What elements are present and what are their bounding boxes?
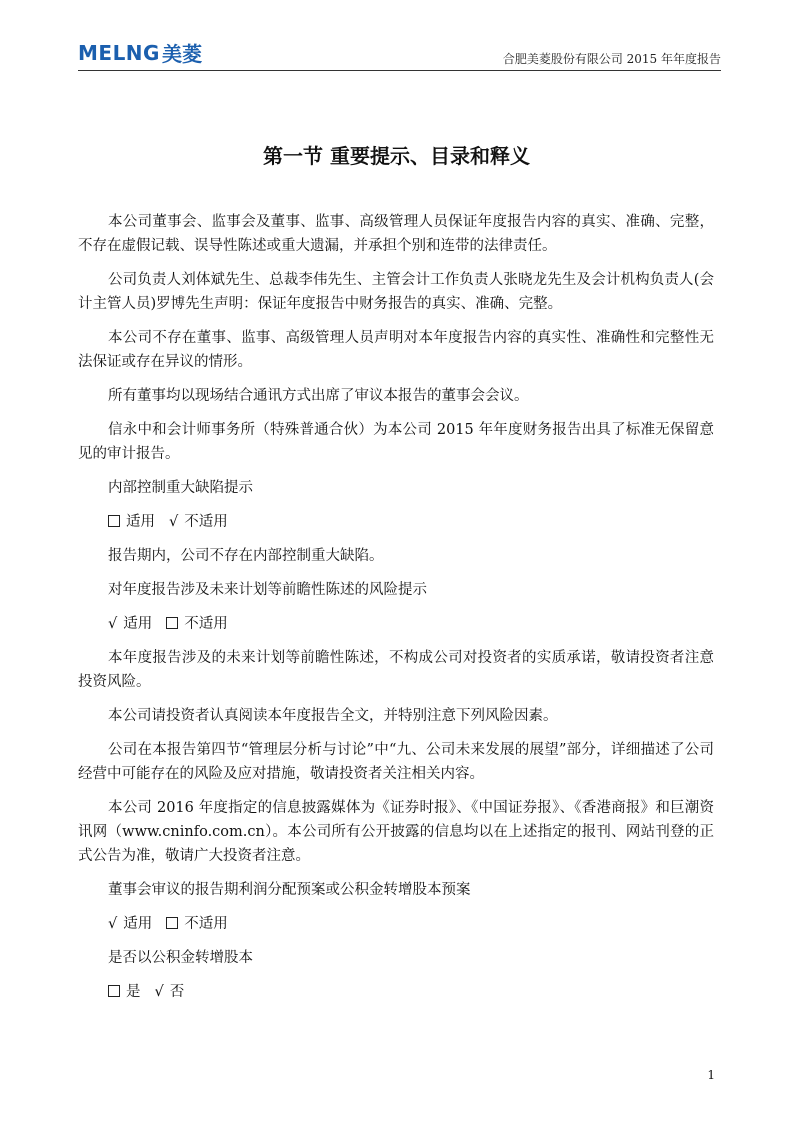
- page-number: 1: [707, 1068, 715, 1082]
- heading-capital-reserve: 是否以公积金转增股本: [108, 950, 253, 966]
- paragraph-attendance: 所有董事均以现场结合通讯方式出席了审议本报告的董事会会议。: [108, 388, 529, 404]
- option-row-profit-distribution: [78, 912, 714, 936]
- paragraph-disclosure-media: 本公司 2016 年度指定的信息披露媒体为《证券时报》、《中国证券报》、《香港商报》和巨潮资讯网（www.cninfo.com.cn）。本公司所有公开披露的信息均以在上述指定的报刊、网站刊登的正式公告为准，敬请广大投资者注意。: [78, 800, 714, 864]
- option-row-capital-reserve: [78, 980, 714, 1004]
- paragraph-read-full-report: 本公司请投资者认真阅读本年度报告全文，并特别注意下列风险因素。: [108, 708, 558, 724]
- paragraph-forward-looking-disclaimer: 本年度报告涉及的未来计划等前瞻性陈述，不构成公司对投资者的实质承诺，敬请投资者注意投资风险。: [78, 650, 714, 690]
- logo-chinese-text: 美菱: [161, 42, 202, 66]
- paragraph-no-deficiency: 报告期内，公司不存在内部控制重大缺陷。: [108, 548, 384, 564]
- option-applicable-label: 适用: [123, 916, 153, 932]
- section-title: 第一节 重要提示、目录和释义: [263, 144, 530, 168]
- checkbox-empty-icon: [166, 617, 178, 629]
- checkbox-empty-icon: [166, 917, 178, 929]
- paragraph-board-guarantee: 本公司董事会、监事会及董事、监事、高级管理人员保证年度报告内容的真实、准确、完整，不存在虚假记载、误导性陈述或重大遗漏，并承担个别和连带的法律责任。: [78, 214, 714, 254]
- option-no-label: 否: [169, 984, 185, 1000]
- paragraph-risk-section-reference: 公司在本报告第四节“管理层分析与讨论”中“九、公司未来发展的展望”部分，详细描述了公司经营中可能存在的风险及应对措施，敬请投资者关注相关内容。: [78, 742, 714, 782]
- option-not-applicable-label: 不适用: [184, 616, 228, 632]
- check-mark-icon: √: [154, 984, 164, 1000]
- checkbox-empty-icon: [108, 515, 120, 527]
- option-not-applicable-label: 不适用: [184, 514, 228, 530]
- heading-forward-looking-risk: 对年度报告涉及未来计划等前瞻性陈述的风险提示: [108, 582, 427, 598]
- heading-profit-distribution: 董事会审议的报告期利润分配预案或公积金转增股本预案: [108, 882, 471, 898]
- report-title: 合肥美菱股份有限公司 2015 年年度报告: [502, 52, 721, 66]
- checkbox-empty-icon: [108, 985, 120, 997]
- option-applicable-label: 适用: [126, 514, 155, 530]
- check-mark-icon: √: [108, 916, 118, 932]
- paragraph-audit-opinion: 信永中和会计师事务所（特殊普通合伙）为本公司 2015 年年度财务报告出具了标准无保留意见的审计报告。: [78, 422, 714, 462]
- paragraph-officers-statement: 公司负责人刘体斌先生、总裁李伟先生、主管会计工作负责人张晓龙先生及会计机构负责人(会计主管人员)罗博先生声明：保证年度报告中财务报告的真实、准确、完整。: [78, 272, 714, 312]
- company-logo: [78, 38, 202, 67]
- option-applicable-label: 适用: [123, 616, 153, 632]
- paragraph-no-objection: 本公司不存在董事、监事、高级管理人员声明对本年度报告内容的真实性、准确性和完整性无法保证或存在异议的情形。: [78, 330, 714, 370]
- check-mark-icon: √: [169, 514, 179, 530]
- logo-latin-text: MELNG: [78, 40, 160, 65]
- heading-internal-control: 内部控制重大缺陷提示: [108, 480, 253, 496]
- option-not-applicable-label: 不适用: [184, 916, 228, 932]
- page-header: [78, 38, 721, 71]
- option-row-internal-control: [78, 510, 714, 534]
- check-mark-icon: √: [108, 616, 118, 632]
- option-row-forward-looking: [78, 612, 714, 636]
- option-yes-label: 是: [126, 984, 141, 1000]
- document-body: [78, 210, 714, 1014]
